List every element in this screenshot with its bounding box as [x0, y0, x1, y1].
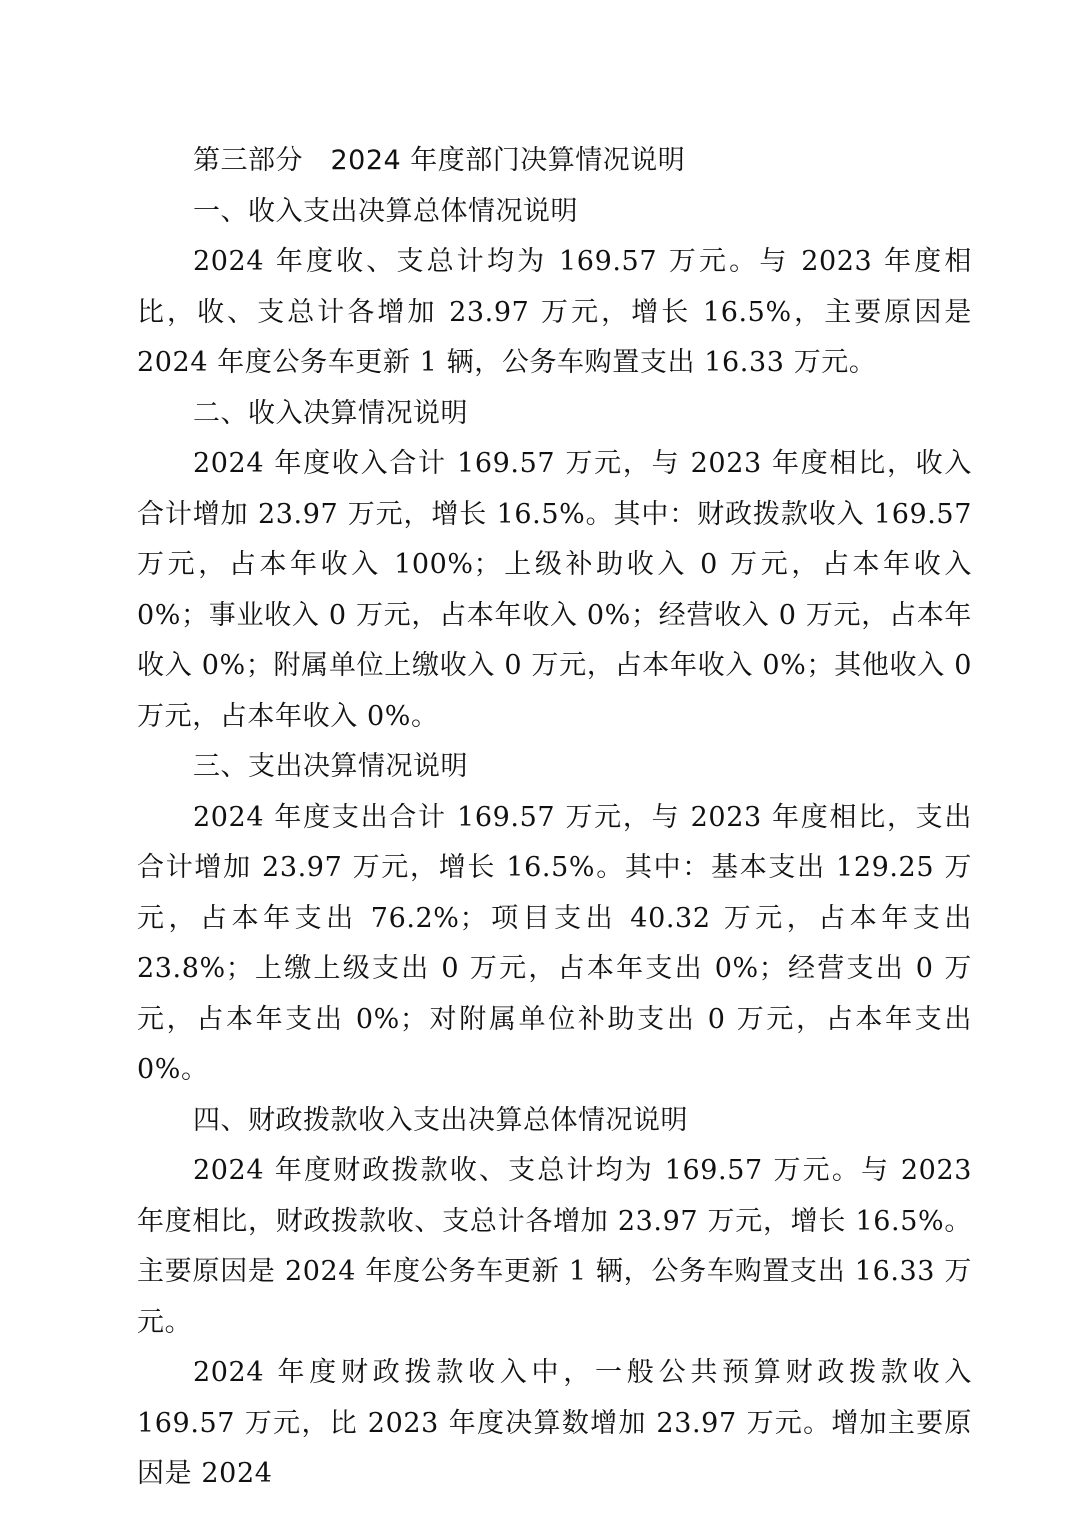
- document-page: [137, 136, 972, 1500]
- section-heading-income: 二、收入决算情况说明: [193, 397, 468, 429]
- section-heading-fiscal-appropriation: 四、财政拨款收入支出决算总体情况说明: [193, 1104, 688, 1136]
- section-heading-income-expense-overview: 一、收入支出决算总体情况说明: [193, 195, 578, 227]
- section-heading-expense: 三、支出决算情况说明: [193, 751, 468, 782]
- paragraph-income: 2024 年度收入合计 169.57 万元，与 2023 年度相比，收入合计增加 23.97 万元，增长 16.5%。其中：财政拨款收入 169.57 万元，占本年收入 100%；上级补助收入 0 万元，占本年收入 0%；事业收入 0 万元，占本年收入 0%；经营收入 0 万元，占本年收入 0%；附属单位上缴收入 0 万元，占本年收入 0%；其他收入 0 万元，占本年收入 0%。: [137, 448, 972, 732]
- paragraph-expense: 2024 年度支出合计 169.57 万元，与 2023 年度相比，支出合计增加 23.97 万元，增长 16.5%。其中：基本支出 129.25 万元，占本年支出 76.2%；项目支出 40.32 万元，占本年支出 23.8%；上缴上级支出 0 万元，占本年支出 0%；经营支出 0 万元，占本年支出 0%；对附属单位补助支出 0 万元，占本年支出 0%。: [137, 801, 972, 1085]
- part-title: 第三部分 2024 年度部门决算情况说明: [193, 145, 686, 176]
- paragraph-general-public-budget: 2024 年度财政拨款收入中，一般公共预算财政拨款收入 169.57 万元，比 2023 年度决算数增加 23.97 万元。增加主要原因是 2024: [137, 1357, 972, 1489]
- paragraph-fiscal-appropriation-overview: 2024 年度财政拨款收、支总计均为 169.57 万元。与 2023 年度相比，财政拨款收、支总计各增加 23.97 万元，增长 16.5%。主要原因是 2024 年度公务车更新 1 辆，公务车购置支出 16.33 万元。: [137, 1155, 972, 1338]
- paragraph-income-expense-overview: 2024 年度收、支总计均为 169.57 万元。与 2023 年度相比，收、支总计各增加 23.97 万元，增长 16.5%，主要原因是 2024 年度公务车更新 1 辆，公务车购置支出 16.33 万元。: [137, 246, 972, 378]
